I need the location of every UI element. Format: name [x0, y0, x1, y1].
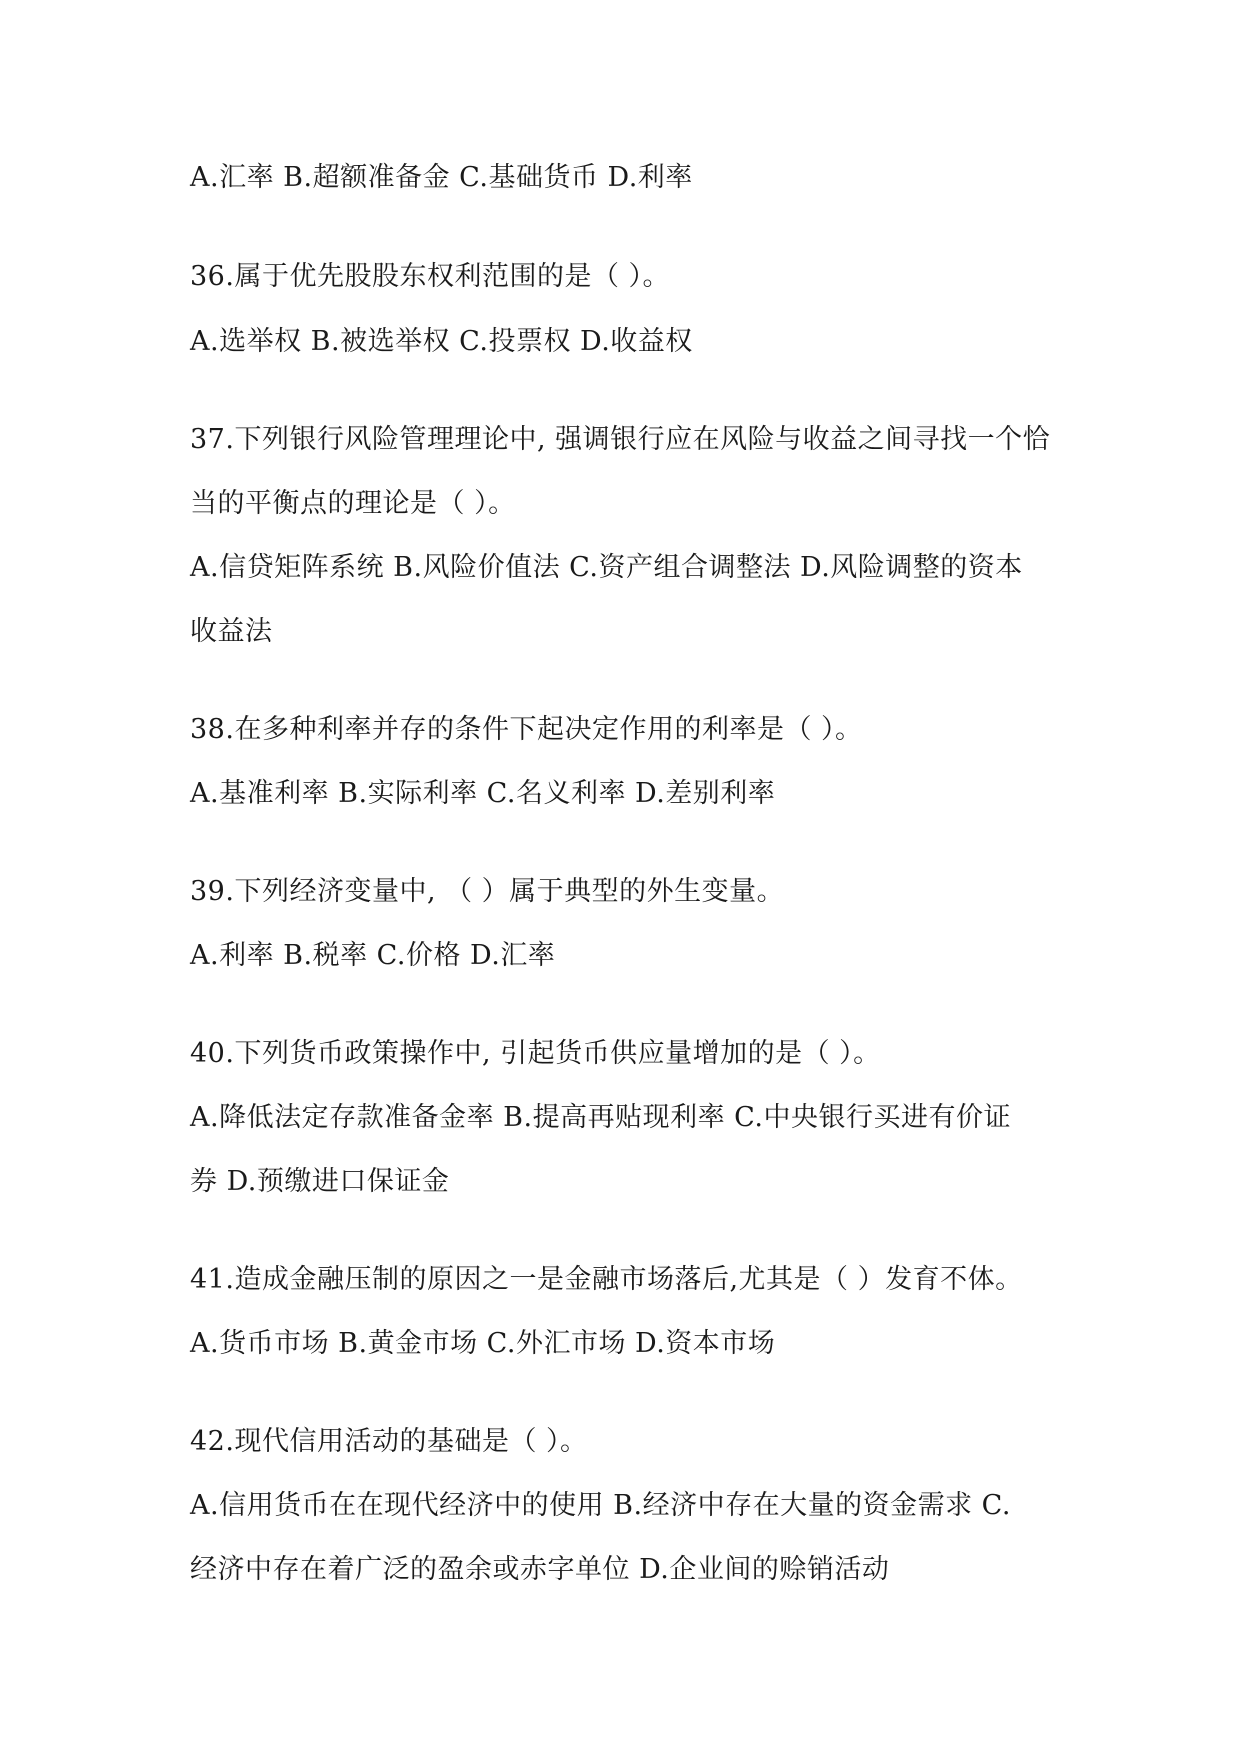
q41-options: A.货币市场 B.黄金市场 C.外汇市场 D.资本市场 [190, 1328, 776, 1359]
q35-options: A.汇率 B.超额准备金 C.基础货币 D.利率 [190, 162, 693, 193]
q38-options: A.基准利率 B.实际利率 C.名义利率 D.差别利率 [190, 778, 776, 809]
q37-options-line-2: 收益法 [190, 616, 273, 647]
q36-question: 36.属于优先股股东权利范围的是（ ）。 [190, 261, 671, 292]
q42-options-line-1: A.信用货币在在现代经济中的使用 B.经济中存在大量的资金需求 C. [190, 1490, 1011, 1521]
document-page [190, 0, 1070, 1754]
q40-question: 40.下列货币政策操作中, 引起货币供应量增加的是（ ）。 [190, 1038, 881, 1069]
q40-options-line-1: A.降低法定存款准备金率 B.提高再贴现利率 C.中央银行买进有价证 [190, 1102, 1011, 1133]
q39-question: 39.下列经济变量中, （ ）属于典型的外生变量。 [190, 876, 785, 907]
q37-question-line-1: 37.下列银行风险管理理论中, 强调银行应在风险与收益之间寻找一个恰 [190, 424, 1051, 455]
q37-question-line-2: 当的平衡点的理论是（ ）。 [190, 488, 516, 519]
q36-options: A.选举权 B.被选举权 C.投票权 D.收益权 [190, 326, 693, 357]
q40-options-line-2: 券 D.预缴进口保证金 [190, 1166, 450, 1197]
q37-options-line-1: A.信贷矩阵系统 B.风险价值法 C.资产组合调整法 D.风险调整的资本 [190, 552, 1023, 583]
q42-options-line-2: 经济中存在着广泛的盈余或赤字单位 D.企业间的赊销活动 [190, 1554, 890, 1585]
q42-question: 42.现代信用活动的基础是（ ）。 [190, 1426, 588, 1457]
q41-question: 41.造成金融压制的原因之一是金融市场落后,尤其是（ ）发育不体。 [190, 1264, 1023, 1295]
q38-question: 38.在多种利率并存的条件下起决定作用的利率是（ ）。 [190, 714, 863, 745]
q39-options: A.利率 B.税率 C.价格 D.汇率 [190, 940, 556, 971]
